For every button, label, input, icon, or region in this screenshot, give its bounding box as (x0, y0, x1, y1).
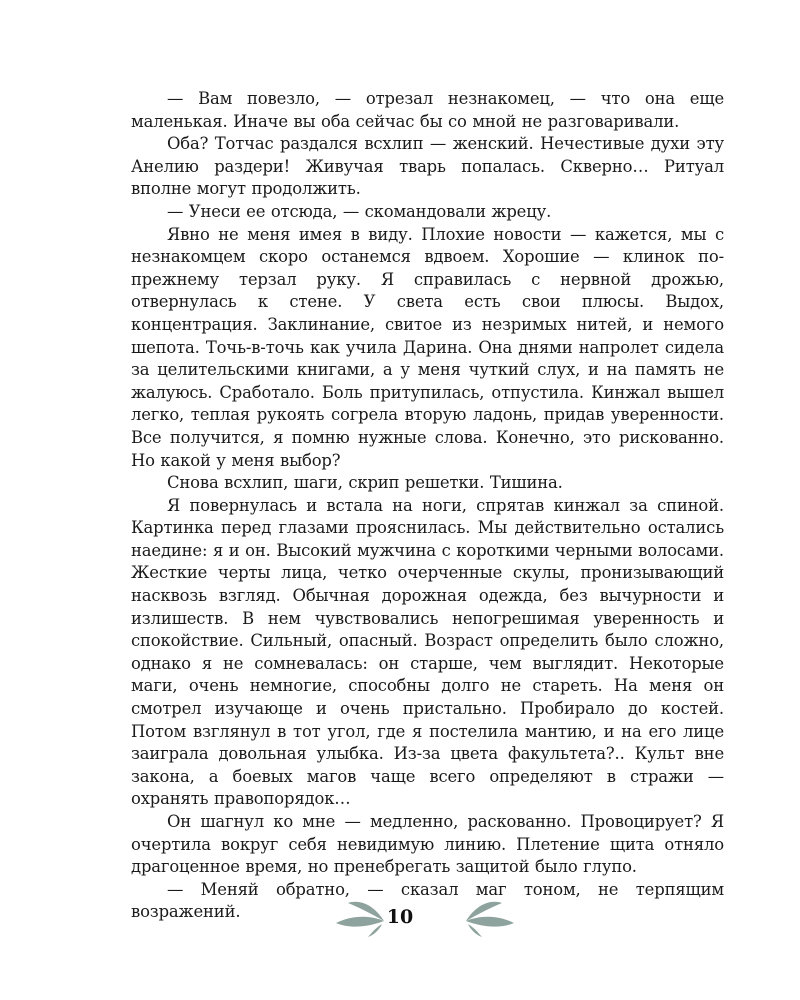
leaf-ornament-right-icon (464, 897, 520, 937)
page-footer (0, 893, 800, 945)
paragraph: — Вам повезло, — отрезал незнакомец, — что она еще маленькая. Иначе вы оба сейчас бы со мной не разговаривали. (131, 89, 724, 131)
paragraph: Снова всхлип, шаги, скрип решетки. Тишина. (167, 473, 563, 493)
paragraph: — Унеси ее отсюда, — скомандовали жрецу. (167, 201, 552, 221)
paragraph: — Меняй обратно, — сказал маг тоном, не терпящим возражений. (131, 879, 724, 922)
page-number: 10 (386, 906, 414, 928)
paragraph: Я повернулась и встала на ноги, спрятав кинжал за спиной. Картинка перед глазами прояснилась. Мы действительно остались наедине: я и он. Высокий мужчина с короткими черными волосами. Жесткие черты лица, четко очерченные скулы, пронизывающий насквозь взгляд. Обычная дорожная одежда, без вычурности и излишеств. В нем чувствовались непогрешимая уверенность и спокойствие. Сильный, опасный. Возраст определить было сложно, однако я не сомневалась: он старше, чем выглядит. Некоторые маги, очень немногие, способны долго не стареть. На меня он смотрел изучающе и очень пристально. Пробирало до костей. Потом взглянул в тот угол, где я постелила мантию, и на его лице заиграла довольная улыбка. Из-за цвета факультета?.. Культ вне закона, а боевых магов чаще всего определяют в стражи — охранять правопорядок… (131, 495, 724, 809)
paragraph: Оба? Тотчас раздался всхлип — женский. Нечестивые духи эту Анелию раздери! Живучая тварь попалась. Скверно… Ритуал вполне могут продолжить. (131, 134, 724, 199)
paragraph: Он шагнул ко мне — медленно, раскованно. Провоцирует? Я очертила вокруг себя невидимую линию. Плетение щита отняло драгоценное время, но пренебрегать защитой было глупо. (131, 812, 724, 877)
paragraph: Явно не меня имея в виду. Плохие новости — кажется, мы с незнакомцем скоро останемся вдвоем. Хорошие — клинок по-прежнему терзал руку. Я справилась с нервной дрожью, отвернулась к стене. У света есть свои плюсы. Выдох, концентрация. Заклинание, свитое из незримых нитей, и немого шепота. Точь-в-точь как учила Дарина. Она днями напролет сидела за целительскими книгами, а у меня чуткий слух, и на память не жалуюсь. Сработало. Боль притупилась, отпустила. Кинжал вышел легко, теплая рукоять согрела вторую ладонь, придав уверенности. Все получится, я помню нужные слова. Конечно, это рискованно. Но какой у меня выбор? (131, 224, 724, 470)
page-body (131, 88, 724, 924)
